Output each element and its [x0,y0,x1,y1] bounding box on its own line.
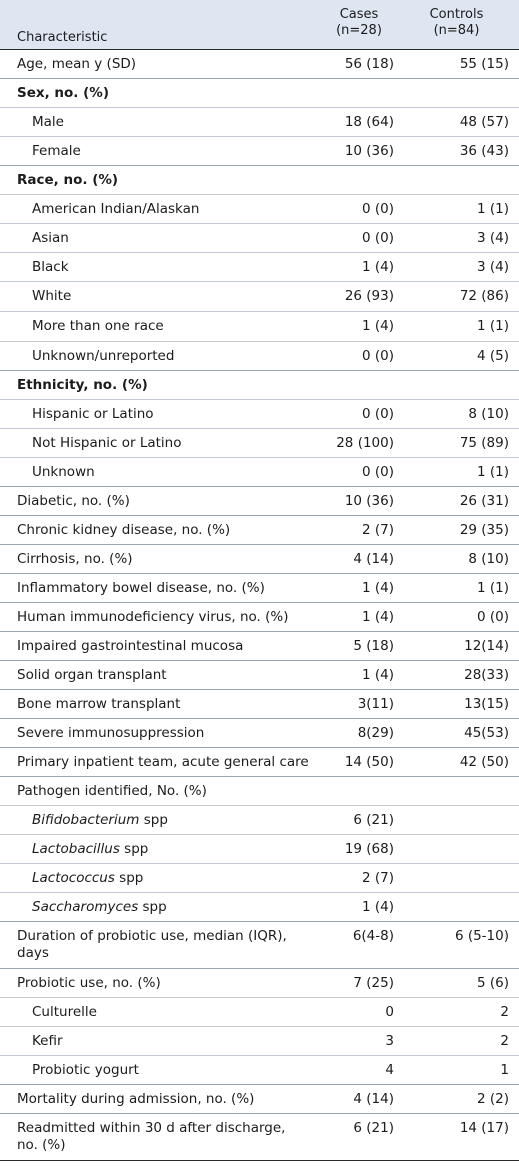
cases-value: 8(29) [357,724,394,741]
controls-value: 42 (50) [459,753,509,770]
row-label-line1: Duration of probiotic use, median (IQR), [17,928,287,944]
cases-value: 1 (4) [361,666,394,683]
controls-value: 28(33) [464,666,509,683]
row-label: Inflammatory bowel disease, no. (%) [17,579,265,596]
controls-value: 75 (89) [459,434,509,451]
header-cases [324,0,404,49]
cases-value: 0 [385,1003,394,1020]
table-row [0,719,519,748]
row-label: More than one race [32,318,164,334]
cases-value: 6 (21) [353,1120,394,1136]
header-cases-n: (n=28) [336,23,382,38]
controls-value: 4 (5) [476,347,509,364]
row-label: White [32,288,72,304]
table-row [0,1027,519,1056]
section-label: Ethnicity, no. (%) [17,376,148,393]
table-row [0,195,519,224]
controls-value: 72 (86) [459,288,509,304]
controls-value: 8 (10) [468,550,509,567]
table-row [0,690,519,719]
table-row [0,661,519,690]
organism-suffix: spp [138,898,167,915]
cases-value: 0 (0) [361,463,394,480]
controls-value: 1 (1) [476,579,509,596]
cases-value: 19 (68) [344,840,394,857]
controls-value: 55 (15) [459,55,509,72]
table-row [0,603,519,632]
row-label: Male [32,113,64,130]
controls-value: 2 [500,1003,509,1020]
controls-value: 13(15) [464,695,509,712]
table-row [0,1085,519,1114]
table-header [0,0,519,50]
table-row [0,487,519,516]
table-row [0,224,519,253]
row-label [0,928,324,962]
table-row [0,458,519,487]
table-row [0,748,519,777]
header-controls-n: (n=84) [433,23,480,38]
section-row [0,166,519,195]
controls-value: 0 (0) [476,608,509,625]
table-row [0,864,519,893]
organism-suffix: spp [114,869,144,886]
table-row [0,998,519,1027]
table-row [0,806,519,835]
controls-value: 3 (4) [476,258,509,275]
section-label: Sex, no. (%) [17,84,109,101]
cases-value: 3(11) [357,695,394,712]
section-row [0,79,519,108]
table-row [0,282,519,312]
row-label: Solid organ transplant [17,666,167,683]
cases-value: 10 (36) [344,142,394,159]
controls-value: 5 (6) [476,974,509,991]
organism-name: Lactobacillus [32,840,120,857]
cases-value: 18 (64) [344,113,394,130]
cases-value: 1 (4) [361,608,394,625]
row-label: Probiotic use, no. (%) [17,974,161,991]
table-row [0,893,519,922]
row-label-line2: days [17,945,49,961]
row-label: Female [32,142,81,159]
row-label: Bone marrow transplant [17,695,181,712]
table-row [0,50,519,79]
controls-value: 1 (1) [476,318,509,334]
row-label: Chronic kidney disease, no. (%) [17,521,231,538]
cases-value: 28 (100) [336,434,394,451]
table-row [0,429,519,458]
cases-value: 0 (0) [361,200,394,217]
table-row [0,545,519,574]
cases-value: 26 (93) [344,288,394,304]
row-label [0,841,324,858]
organism-suffix: spp [139,811,168,828]
table-row [0,574,519,603]
row-label: Black [32,258,69,275]
organism-name: Lactococcus [32,869,115,886]
row-label: Mortality during admission, no. (%) [17,1090,255,1107]
header-controls-title: Controls [429,7,484,22]
cases-value: 10 (36) [344,492,394,509]
cases-value: 0 (0) [361,405,394,422]
row-label: Impaired gastrointestinal mucosa [17,637,244,654]
controls-value: 2 [500,1032,509,1049]
table-row [0,137,519,166]
row-label [0,870,324,887]
controls-value: 29 (35) [459,521,509,538]
row-label: Unknown/unreported [32,347,175,364]
cases-value: 2 (7) [361,869,394,886]
controls-value: 36 (43) [459,142,509,159]
controls-value: 3 (4) [476,229,509,246]
row-label [0,899,324,916]
cases-value: 5 (18) [353,637,394,654]
header-characteristic: Characteristic [17,30,108,45]
cases-value: 56 (18) [344,55,394,72]
row-label: Severe immunosuppression [17,724,205,741]
row-label [0,1120,324,1154]
organism-name: Saccharomyces [32,898,139,915]
table-row [0,108,519,137]
row-label-line2: no. (%) [17,1137,66,1153]
organism-name: Bifidobacterium [32,811,140,828]
row-label: Unknown [32,463,95,480]
row-label: American Indian/Alaskan [32,200,200,217]
cases-value: 14 (50) [344,753,394,770]
controls-value: 1 (1) [476,200,509,217]
section-row [0,777,519,806]
row-label: Diabetic, no. (%) [17,492,130,509]
controls-value: 2 (2) [476,1090,509,1107]
table-row [0,632,519,661]
row-label: Human immunodeficiency virus, no. (%) [17,608,289,625]
controls-value: 1 (1) [476,463,509,480]
table-row [0,253,519,282]
row-label: Not Hispanic or Latino [32,434,182,451]
row-label-line1: Readmitted within 30 d after discharge, [17,1120,286,1136]
table-row [0,835,519,864]
cases-value: 0 (0) [361,347,394,364]
cases-value: 6(4-8) [352,928,394,944]
controls-value: 12(14) [464,637,509,654]
row-label: Culturelle [32,1003,97,1020]
section-label: Race, no. (%) [17,171,119,188]
row-label: Probiotic yogurt [32,1061,139,1078]
cases-value: 2 (7) [361,521,394,538]
cases-value: 7 (25) [353,974,394,991]
controls-value: 45(53) [464,724,509,741]
cases-value: 1 (4) [361,579,394,596]
table-row [0,1114,519,1161]
table-row [0,1056,519,1085]
row-label: Cirrhosis, no. (%) [17,550,133,567]
cases-value: 4 (14) [353,550,394,567]
cases-value: 1 (4) [361,258,394,275]
table-row [0,342,519,371]
header-cases-title: Cases [339,7,379,22]
controls-value: 48 (57) [459,113,509,130]
row-label: Kefir [32,1032,63,1049]
table-row [0,969,519,998]
header-controls [404,0,519,49]
controls-value: 14 (17) [459,1120,509,1136]
row-label: Primary inpatient team, acute general care [17,753,309,770]
cases-value: 4 (14) [353,1090,394,1107]
cases-value: 0 (0) [361,229,394,246]
cases-value: 1 (4) [361,318,394,334]
row-label: Asian [32,229,69,246]
section-label: Pathogen identified, No. (%) [17,782,207,799]
section-row [0,371,519,400]
table-row [0,516,519,545]
row-label: Hispanic or Latino [32,405,154,422]
cases-value: 1 (4) [361,898,394,915]
row-label: Age, mean y (SD) [17,55,137,72]
cases-value: 6 (21) [353,811,394,828]
row-label [0,812,324,829]
table-row [0,400,519,429]
controls-value: 8 (10) [468,405,509,422]
table-row [0,922,519,969]
controls-value: 6 (5-10) [454,928,509,944]
table-row [0,312,519,342]
cases-value: 4 [385,1061,394,1078]
controls-value: 26 (31) [459,492,509,509]
organism-suffix: spp [119,840,149,857]
cases-value: 3 [385,1032,394,1049]
controls-value: 1 [500,1061,509,1078]
